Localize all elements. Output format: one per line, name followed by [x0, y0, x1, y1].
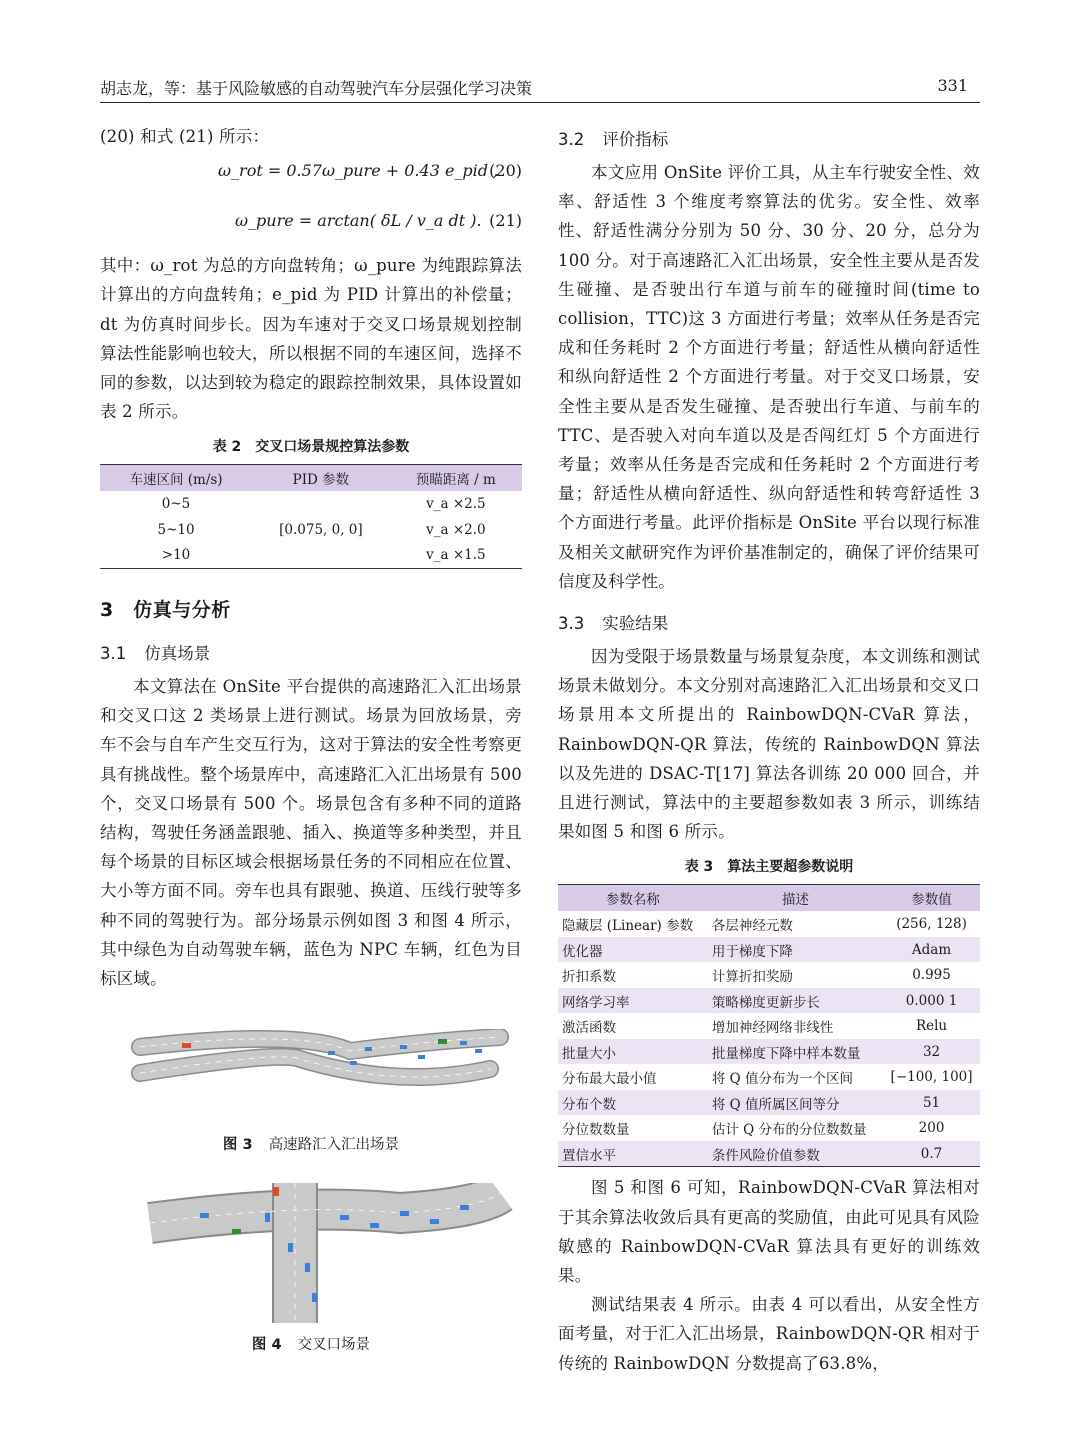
section-number: 3.3: [558, 614, 585, 634]
table-2-caption: 表 2 交叉口场景规控算法参数: [212, 439, 410, 456]
table-cell: 折扣系数: [562, 969, 616, 986]
results-paragraph-2: 测试结果表 4 所示。由表 4 可以看出，从安全性方面考量，对于汇入汇出场景，RainbowDQN-QR 相对于传统的 RainbowDQN 分数提高了63.8%，: [558, 1295, 980, 1373]
section-3-1-paragraph: 本文算法在 OnSite 平台提供的高速路汇入汇出场景和交叉口这 2 类场景上进行测试。场景为回放场景，旁车不会与自车产生交互行为，这对于算法的安全性考察更具有挑战性。整个场景库中，高速路汇入汇出场景有 500 个，交叉口场景有 500 个。场景包含有多种不同的道路结构，驾驶任务涵盖跟驰、插入、换道等多种类型，并且每个场景的目标区域会根据场景任务的不同相应在位置、大小等方面不同。旁车也具有跟驰、换道、压线行驶等多种不同的驾驶行为。部分场景示例如图 3 和图 4 所示，其中绿色为自动驾驶车辆，蓝色为 NPC 车辆，红色为目标区域。: [100, 676, 522, 988]
section-number: 3.2: [558, 130, 585, 149]
table-cell: 优化器: [558, 937, 708, 963]
figure-3: [100, 1029, 522, 1155]
table-cell: 0.000 1: [883, 988, 980, 1014]
results-paragraph-1: 图 5 和图 6 可知，RainbowDQN-CVaR 算法相对于其余算法收敛后具有更高的奖励值，由此可见具有风险敏感的 RainbowDQN-CVaR 算法具有更好的训练效果。: [558, 1178, 980, 1286]
table-cell: 激活函数: [562, 1020, 616, 1037]
table-cell: 网络学习率: [558, 988, 708, 1014]
table-row: [558, 1141, 980, 1167]
section-number: 3.1: [100, 643, 127, 663]
table-cell: 置信水平: [558, 1141, 708, 1167]
equation-20-number: (20): [489, 161, 522, 181]
figure-number: 图 4: [251, 1337, 282, 1354]
page-number: 331: [937, 76, 968, 95]
table-cell: 将 Q 值所属区间等分: [708, 1090, 883, 1116]
figure-4: [100, 1183, 522, 1363]
table-cell: (256, 128): [896, 916, 967, 933]
left-column: [100, 122, 522, 1363]
table-cell: 用于梯度下降: [708, 937, 883, 963]
table-cell: 各层神经元数: [711, 918, 793, 935]
table-2-header: PID 参数: [252, 465, 390, 492]
table-cell: 5~10: [157, 521, 195, 538]
section-3-heading: 3 仿真与分析: [100, 598, 231, 621]
table-row: [558, 1090, 980, 1116]
table-cell: 将 Q 值分布为一个区间: [711, 1071, 853, 1088]
table-cell: 0~5: [161, 496, 191, 513]
table-2: [100, 464, 522, 569]
table-cell: 批量梯度下降中样本数量: [708, 1039, 883, 1065]
table-cell: 策略梯度更新步长: [708, 988, 883, 1014]
table-row: [558, 988, 980, 1014]
table-cell: >10: [161, 547, 191, 564]
table-cell: 条件风险价值参数: [708, 1141, 883, 1167]
right-column: [558, 122, 980, 1378]
table-cell: [252, 542, 390, 568]
running-header: [100, 76, 980, 103]
table-cell: Adam: [883, 937, 980, 963]
equation-20: [100, 151, 522, 195]
table-cell: 分布个数: [558, 1090, 708, 1116]
table-3-header: 参数名称: [558, 885, 708, 912]
table-cell: 0.7: [883, 1141, 980, 1167]
table-row: [100, 542, 522, 568]
table-2-header: 预瞄距离 / m: [390, 465, 522, 492]
table-row: [558, 962, 980, 988]
table-2-header: 车速区间 (m/s): [100, 465, 252, 492]
section-title: 实验结果: [602, 614, 669, 634]
table-row: [100, 517, 522, 543]
table-cell: 计算折扣奖励: [711, 969, 793, 986]
table-row: [558, 1013, 980, 1039]
figure-title: 高速路汇入汇出场景: [268, 1137, 400, 1154]
table-cell: 批量大小: [558, 1039, 708, 1065]
equation-21-expr: ω_pure = arctan( δL / v_a dt ).: [235, 211, 482, 231]
figure-3-caption: [100, 1133, 522, 1154]
table-cell: 增加神经网络非线性: [711, 1020, 834, 1037]
table-row: [558, 937, 980, 963]
header-title: 胡志龙，等：基于风险敏感的自动驾驶汽车分层强化学习决策: [100, 79, 533, 98]
section-3-2-paragraph: 本文应用 OnSite 评价工具，从主车行驶安全性、效率、舒适性 3 个维度考察算法的优劣。安全性、效率性、舒适性满分分别为 50 分、30 分、20 分，总分为 100 分。对于高速路汇入汇出场景，安全性主要从是否发生碰撞、是否驶出行车道与前车的碰撞时间(time to collision，TTC)这 3 方面进行考量；效率从任务是否完成和任务耗时 2 个方面进行考量；舒适性从横向舒适性和纵向舒适性 2 个方面进行考量。对于交叉口场景，安全性主要从是否发生碰撞、是否驶出行车道、与前车的 TTC、是否驶入对向车道以及是否闯红灯 5 个方面进行考量；效率从任务是否完成和任务耗时 2 个方面进行考量；舒适性从横向舒适性、纵向舒适性和转弯舒适性 3 个方面进行考量。此评价指标是 OnSite 平台以现行标准及相关文献研究作为评价基准制定的，确保了评价结果可信度及科学性。: [558, 163, 980, 591]
table-cell: [252, 491, 390, 517]
section-title: 仿真场景: [144, 643, 211, 663]
table-cell: 估计 Q 分布的分位数数量: [711, 1122, 867, 1139]
table-cell: 0.995: [912, 967, 951, 984]
equation-21: [100, 195, 522, 251]
equation-20-expr: ω_rot = 0.57ω_pure + 0.43 e_pid ,: [218, 161, 499, 181]
equation-21-number: (21): [489, 211, 522, 231]
table-cell: Relu: [915, 1018, 948, 1035]
figure-number: 图 3: [222, 1137, 253, 1154]
table-3-caption: 表 3 算法主要超参数说明: [684, 859, 854, 876]
table-cell: 200: [918, 1120, 945, 1137]
section-3-1-heading: [100, 640, 522, 664]
table-3-header: 参数值: [883, 885, 980, 912]
equation-explanation: 其中：ω_rot 为总的方向盘转角；ω_pure 为纯跟踪算法计算出的方向盘转角；e_pid 为 PID 计算出的补偿量；dt 为仿真时间步长。因为车速对于交叉口场景规划控制算法性能影响也较大，所以根据不同的车速区间，选择不同的参数，以达到较为稳定的跟踪控制效果，具体设置如表 2 所示。: [100, 256, 522, 422]
highway-merge-scene-image: [100, 1029, 522, 1129]
table-cell: 32: [883, 1039, 980, 1065]
table-cell: 分布最大最小值: [562, 1071, 657, 1088]
table-row: [558, 911, 980, 937]
table-cell: v_a ×2.0: [426, 521, 486, 538]
figure-4-caption: [100, 1333, 522, 1354]
table-cell: v_a ×2.5: [426, 496, 486, 513]
table-cell: 分位数数量: [562, 1122, 630, 1139]
section-title: 评价指标: [602, 130, 669, 149]
figure-title: 交叉口场景: [297, 1337, 371, 1354]
table-cell: [0.075, 0, 0]: [279, 521, 363, 538]
table-cell: [−100, 100]: [890, 1069, 973, 1086]
table-row: [558, 1039, 980, 1065]
table-row: [100, 491, 522, 517]
equation-intro: (20) 和式 (21) 所示：: [100, 127, 270, 146]
intersection-scene-image: [100, 1183, 522, 1333]
table-cell: v_a ×1.5: [426, 547, 486, 564]
table-cell: 51: [883, 1090, 980, 1116]
table-row: [558, 1064, 980, 1090]
table-cell: 隐藏层 (Linear) 参数: [562, 918, 694, 935]
section-3-2-heading: [558, 126, 980, 150]
table-3: [558, 884, 980, 1167]
table-3-header: 描述: [708, 885, 883, 912]
section-3-3-heading: [558, 610, 980, 634]
table-row: [558, 1115, 980, 1141]
section-3-3-paragraph: 因为受限于场景数量与场景复杂度，本文训练和测试场景未做划分。本文分别对高速路汇入汇出场景和交叉口场景用本文所提出的 RainbowDQN-CVaR 算法，RainbowDQN-QR 算法，传统的 RainbowDQN 算法以及先进的 DSAC-T[17] 算法各训练 20 000 回合，并且进行测试，算法中的主要超参数如表 3 所示，训练结果如图 5 和图 6 所示。: [558, 647, 980, 842]
